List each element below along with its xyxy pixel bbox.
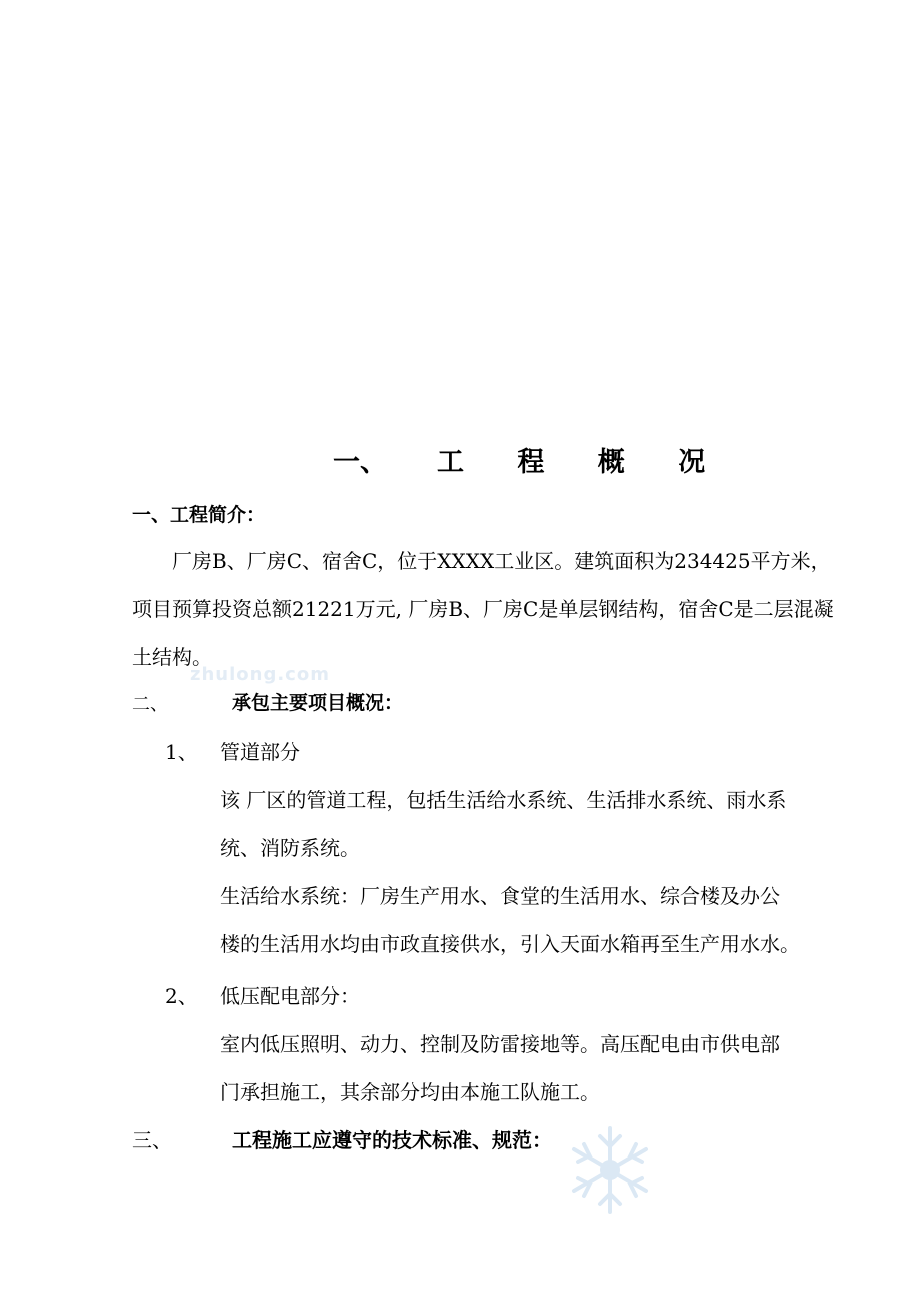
title-text: 工 程 概 况 bbox=[437, 447, 728, 478]
item1-line-4: 楼的生活用水均由市政直接供水，引入天面水箱再至生产用水水。 bbox=[220, 932, 800, 956]
item1-line-3: 生活给水系统：厂房生产用水、食堂的生活用水、综合楼及办公 bbox=[220, 884, 780, 908]
section2-number: 二、 bbox=[132, 694, 168, 715]
item2-line-2: 门承担施工，其余部分均由本施工队施工。 bbox=[220, 1080, 600, 1104]
item1-line-2: 统、消防系统。 bbox=[220, 836, 360, 860]
section3-heading: 工程施工应遵守的技术标准、规范： bbox=[232, 1128, 552, 1152]
section1-paragraph-text: 厂房B、厂房C、宿舍C，位于XXXX工业区。建筑面积为234425平方米，项目预算投资总额21221万元, 厂房B、厂房C是单层钢结构，宿舍C是二层混凝土结构。 bbox=[132, 549, 834, 669]
item2-number: 2、 bbox=[165, 984, 198, 1008]
title-number: 一、 bbox=[333, 447, 387, 478]
section1-heading: 一、工程简介： bbox=[132, 504, 266, 526]
section3-number: 三、 bbox=[132, 1128, 172, 1152]
watermark-text: zhulong.com bbox=[190, 664, 330, 685]
section1-paragraph bbox=[132, 537, 840, 681]
item2-title: 低压配电部分： bbox=[220, 984, 360, 1008]
section2-heading: 承包主要项目概况： bbox=[232, 692, 404, 714]
item1-number: 1、 bbox=[165, 740, 198, 764]
snowflake-watermark-icon bbox=[560, 1120, 660, 1220]
item1-title: 管道部分 bbox=[220, 740, 300, 764]
item2-line-1: 室内低压照明、动力、控制及防雷接地等。高压配电由市供电部 bbox=[220, 1032, 780, 1056]
item1-line-1: 该 厂区的管道工程，包括生活给水系统、生活排水系统、雨水系 bbox=[220, 788, 787, 812]
